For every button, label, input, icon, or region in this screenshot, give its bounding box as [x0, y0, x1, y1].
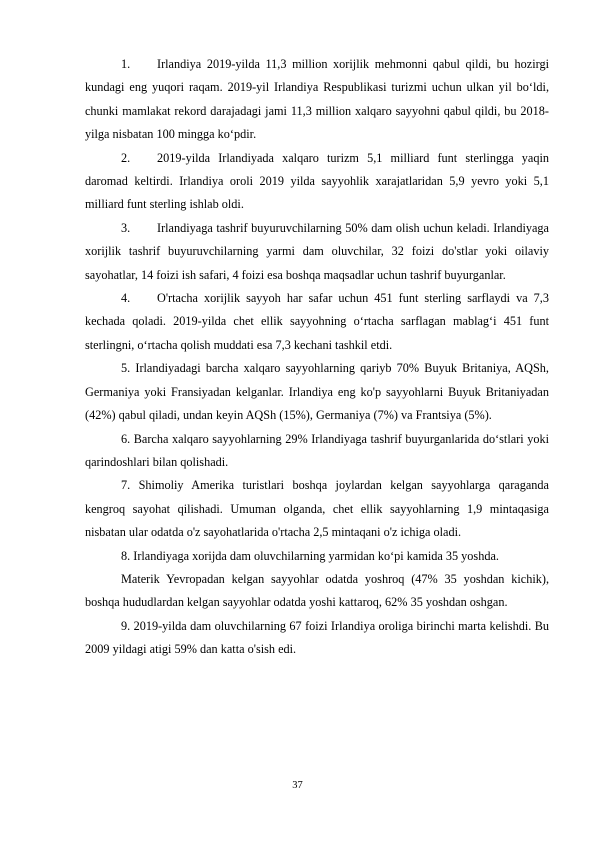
item-text: O'rtacha xorijlik sayyoh har safar uchun 451 funt sterling sarflaydi va 7,3 kechada qoladi. 2019-yilda chet ellik sayyohning o‘rtacha sarflagan mablag‘i 451 funt sterlingni, o‘rtacha qolish muddati esa 7,3 kechani tashkil etdi. — [85, 291, 549, 352]
paragraph-6: 6. Barcha xalqaro sayyohlarning 29% Irlandiyaga tashrif buyurganlarida do‘stlari yoki qarindoshlari bilan qolishadi. — [85, 431, 549, 469]
paragraph-8: 8. Irlandiyaga xorijda dam oluvchilarning yarmidan ko‘pi kamida 35 yoshda. — [121, 548, 499, 563]
paragraph-5: 5. Irlandiyadagi barcha xalqaro sayyohlarning qariyb 70% Buyuk Britaniya, AQSh, Germaniya yoki Fransiyadan kelganlar. Irlandiya eng ko'p sayyohlarni Buyuk Britaniyadan (42%) qabul qiladi, undan keyin AQSh (15%), Germaniya (7%) va Frantsiya (5%). — [85, 361, 549, 423]
item-number: 1. — [121, 57, 131, 71]
item-text: 2019-yilda Irlandiyada xalqaro turizm 5,1 milliard funt sterlingga yaqin daromad keltirdi. Irlandiya oroli 2019 yilda sayyohlik xarajatlaridan 5,9 yevro yoki 5,1 milliard funt sterling ishlab oldi. — [85, 150, 549, 212]
numbered-item-1 — [85, 53, 549, 147]
item-number: 4. — [121, 291, 131, 306]
item-number: 2. — [121, 150, 131, 165]
numbered-item-3 — [85, 217, 549, 287]
paragraph-8-continued: Materik Yevropadan kelgan sayyohlar odatda yoshroq (47% 35 yoshdan kichik), boshqa hududlardan kelgan sayyohlar odatda yoshi kattaroq, 62% 35 yoshdan oshgan. — [85, 571, 549, 610]
document-page — [85, 53, 549, 662]
paragraph-7: 7. Shimoliy Amerika turistlari boshqa joylardan kelgan sayyohlarga qaraganda kengroq sayohat qilishadi. Umuman olganda, chet ellik sayyohlarning 1,9 mintaqasiga nisbatan ular odatda o'z sayohatlarida o'rtacha 2,5 mintaqani o'z ichiga oladi. — [85, 478, 549, 540]
numbered-item-4 — [85, 287, 549, 357]
page-number: 37 — [292, 780, 303, 791]
item-text: Irlandiya 2019-yilda 11,3 million xorijlik mehmonni qabul qildi, bu hozirgi kundagi eng yuqori raqam. 2019-yil Irlandiya Respublikasi turizmi uchun ulkan yil bo‘ldi, chunki mamlakat rekord darajadagi jami 11,3 million xalqaro sayyohni qabul qildi, bu 2018-yilga nisbatan 100 mingga ko‘pdir. — [85, 57, 549, 142]
numbered-item-2 — [85, 147, 549, 217]
item-number: 3. — [121, 220, 131, 235]
paragraph-9: 9. 2019-yilda dam oluvchilarning 67 foizi Irlandiya oroliga birinchi marta kelishdi. Bu 2009 yildagi atigi 59% dan katta o'sish edi. — [85, 618, 549, 657]
item-text: Irlandiyaga tashrif buyuruvchilarning 50% dam olish uchun keladi. Irlandiyaga xorijlik tashrif buyuruvchilarning yarmi dam oluvchilar, 32 foizi do'stlar yoki oilaviy sayohatlar, 14 foizi ish safari, 4 foizi esa boshqa maqsadlar uchun tashrif buyurganlar. — [85, 220, 549, 282]
